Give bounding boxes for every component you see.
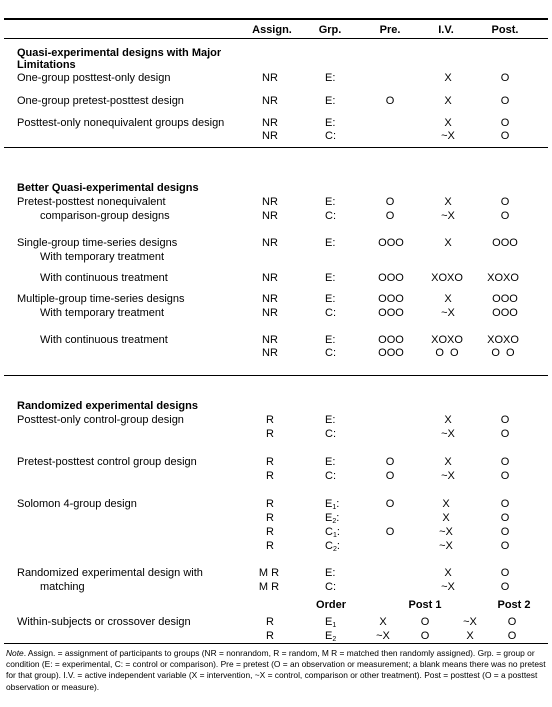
iv-cell: X [444, 567, 452, 579]
design-label: Multiple-group time-series designs [17, 293, 185, 305]
assign-cell: R [266, 540, 274, 552]
iv-cell: X [444, 72, 452, 84]
group-subscript: 2 [332, 636, 337, 643]
pre-cell: O [385, 210, 395, 222]
design-label: One-group pretest-posttest design [17, 95, 184, 107]
pre-cell: O [385, 498, 395, 510]
assign-cell: M R [258, 581, 280, 593]
design-label: Pretest-posttest control group design [17, 456, 197, 468]
post-cell: O [500, 456, 510, 468]
group-subscript: 2 [332, 546, 337, 553]
assign-cell: R [266, 526, 274, 538]
pre-cell: OOO [378, 237, 404, 249]
design-label-cont: comparison-group designs [40, 210, 170, 222]
group-cell: E: [325, 414, 336, 426]
iv-cell: XOXO [431, 272, 463, 284]
group-letter: E [325, 630, 333, 642]
group-cell: E: [325, 456, 336, 468]
assign-cell: NR [262, 334, 278, 346]
post-cell: O [500, 196, 510, 208]
group-cell: C: [325, 347, 336, 359]
design-label: Posttest-only nonequivalent groups design [17, 117, 225, 129]
post-cell: O O [491, 347, 515, 359]
iv-cell: ~X [441, 210, 455, 222]
pre-cell: OOO [378, 272, 404, 284]
assign-cell: NR [262, 347, 278, 359]
iv-cell: X [444, 95, 452, 107]
iv-cell: ~X [441, 470, 455, 482]
design-label: With continuous treatment [40, 334, 168, 346]
group-cell: E: [325, 196, 336, 208]
assign-cell: R [266, 456, 274, 468]
pre-cell: O [385, 95, 395, 107]
group-colon: : [336, 526, 340, 538]
section-rule-1 [4, 147, 548, 148]
group-colon: : [336, 540, 340, 552]
post-cell: O [500, 567, 510, 579]
iv-cell: ~X [441, 307, 455, 319]
iv-cell: ~X [441, 428, 455, 440]
group-letter: C [325, 526, 333, 538]
assign-cell: M R [258, 567, 280, 579]
design-label: Solomon 4-group design [17, 498, 137, 510]
order-cell-3: X [466, 630, 474, 642]
header-iv: I.V. [438, 24, 454, 36]
group-cell: C: [325, 307, 336, 319]
iv-cell: X [444, 237, 452, 249]
assign-cell: R [266, 414, 274, 426]
pre-cell: OOO [378, 347, 404, 359]
pre-cell: O [385, 196, 395, 208]
group-cell: C: [325, 428, 336, 440]
pre-cell: O [385, 456, 395, 468]
iv-cell: X [444, 414, 452, 426]
section-rule-2 [4, 375, 548, 376]
assign-cell: NR [262, 95, 278, 107]
pre-cell: OOO [378, 334, 404, 346]
post-cell: O [500, 95, 510, 107]
post-cell: O [500, 72, 510, 84]
design-label-cont: matching [40, 581, 85, 593]
order-cell-4: O [507, 616, 517, 628]
assign-cell: R [266, 428, 274, 440]
assign-cell: NR [262, 307, 278, 319]
group-cell [325, 630, 336, 646]
group-subscript: 2 [332, 518, 337, 525]
assign-cell: R [266, 630, 274, 642]
assign-cell: NR [262, 196, 278, 208]
post-cell: O [500, 470, 510, 482]
iv-cell: ~X [439, 540, 453, 552]
section-3-title: Randomized experimental designs [17, 400, 198, 412]
assign-cell: NR [262, 130, 278, 142]
group-cell: E: [325, 237, 336, 249]
post-cell: O [500, 512, 510, 524]
iv-cell: O O [435, 347, 459, 359]
assign-cell: NR [262, 210, 278, 222]
bottom-rule [4, 643, 548, 644]
design-label: Randomized experimental design with [17, 567, 203, 579]
group-letter: C [325, 540, 333, 552]
iv-cell: X [444, 196, 452, 208]
group-cell: E: [325, 95, 336, 107]
post-cell: O [500, 117, 510, 129]
pre-cell: OOO [378, 307, 404, 319]
iv-cell: X [444, 293, 452, 305]
note-lead: Note [6, 648, 24, 658]
header-rule [4, 38, 548, 39]
section-2-title: Better Quasi-experimental designs [17, 182, 199, 194]
post-cell: OOO [492, 293, 518, 305]
group-subscript: 1 [332, 504, 337, 511]
post-cell: O [500, 414, 510, 426]
design-label: Single-group time-series designs [17, 237, 178, 249]
design-label: One-group posttest-only design [17, 72, 171, 84]
pre-cell: O [385, 526, 395, 538]
iv-cell: X [444, 117, 452, 129]
iv-cell: XOXO [431, 334, 463, 346]
group-cell: E: [325, 72, 336, 84]
post-cell: XOXO [487, 272, 519, 284]
pre-cell: O [385, 470, 395, 482]
group-cell: C: [325, 130, 336, 142]
group-subscript: 1 [332, 532, 337, 539]
assign-cell: R [266, 512, 274, 524]
post-cell: O [500, 498, 510, 510]
group-cell: E: [325, 293, 336, 305]
post-cell: OOO [492, 237, 518, 249]
iv-cell: ~X [441, 130, 455, 142]
design-label-cont: With temporary treatment [40, 307, 165, 319]
post1-header: Post 1 [408, 599, 442, 611]
assign-cell: NR [262, 72, 278, 84]
group-cell: E: [325, 334, 336, 346]
section-1-title-cont: Limitations [17, 59, 76, 71]
iv-cell: X [444, 456, 452, 468]
group-letter: E [325, 616, 333, 628]
group-cell: C: [325, 470, 336, 482]
pre-cell: OOO [378, 293, 404, 305]
group-colon: : [336, 498, 340, 510]
group-cell: C: [325, 210, 336, 222]
post-cell: O [500, 581, 510, 593]
iv-cell: ~X [439, 526, 453, 538]
post-cell: O [500, 130, 510, 142]
post-cell: OOO [492, 307, 518, 319]
design-label: Pretest-posttest nonequivalent [17, 196, 166, 208]
design-label-cont: With temporary treatment [40, 251, 165, 263]
order-cell-1: ~X [376, 630, 390, 642]
header-post: Post. [491, 24, 519, 36]
post-cell: O [500, 540, 510, 552]
group-cell [325, 540, 340, 556]
header-assign: Assign. [252, 24, 292, 36]
assign-cell: NR [262, 237, 278, 249]
assign-cell: R [266, 498, 274, 510]
header-grp: Grp. [318, 24, 342, 36]
group-subscript: 1 [332, 622, 337, 629]
order-header: Order [316, 599, 346, 611]
order-cell-2: O [420, 630, 430, 642]
post-cell: O [500, 526, 510, 538]
order-cell-4: O [507, 630, 517, 642]
order-cell-3: ~X [463, 616, 477, 628]
group-letter: E [325, 512, 333, 524]
table-note [6, 648, 546, 693]
iv-cell: ~X [441, 581, 455, 593]
iv-cell: X [442, 512, 450, 524]
section-1-title: Quasi-experimental designs with Major [17, 47, 222, 59]
assign-cell: NR [262, 293, 278, 305]
order-cell-2: O [420, 616, 430, 628]
design-label: With continuous treatment [40, 272, 168, 284]
assign-cell: NR [262, 272, 278, 284]
post-cell: O [500, 210, 510, 222]
group-colon: : [336, 512, 340, 524]
assign-cell: NR [262, 117, 278, 129]
top-rule [4, 18, 548, 20]
group-cell: C: [325, 581, 336, 593]
iv-cell: X [442, 498, 450, 510]
group-letter: E [325, 498, 333, 510]
design-label: Within-subjects or crossover design [17, 616, 191, 628]
note-text: . Assign. = assignment of participants to groups (NR = nonrandom, R = random, M R = matched then randomly assigned). Grp. = group or condition (E: = experimental, C: = control or comparison). Pre = pretest (O = an observation or measurement; a blank means there was no pretest for that group). I.V. = active independent variable (X = intervention, ~X = control, comparison or other treatment). Post = posttest (O = a posttest observation or measure). [6, 648, 546, 692]
post-cell: XOXO [487, 334, 519, 346]
header-pre: Pre. [379, 24, 401, 36]
group-cell: E: [325, 567, 336, 579]
group-cell: E: [325, 272, 336, 284]
order-cell-1: X [379, 616, 387, 628]
post-cell: O [500, 428, 510, 440]
assign-cell: R [266, 470, 274, 482]
design-label: Posttest-only control-group design [17, 414, 184, 426]
group-cell: E: [325, 117, 336, 129]
assign-cell: R [266, 616, 274, 628]
post2-header: Post 2 [497, 599, 531, 611]
